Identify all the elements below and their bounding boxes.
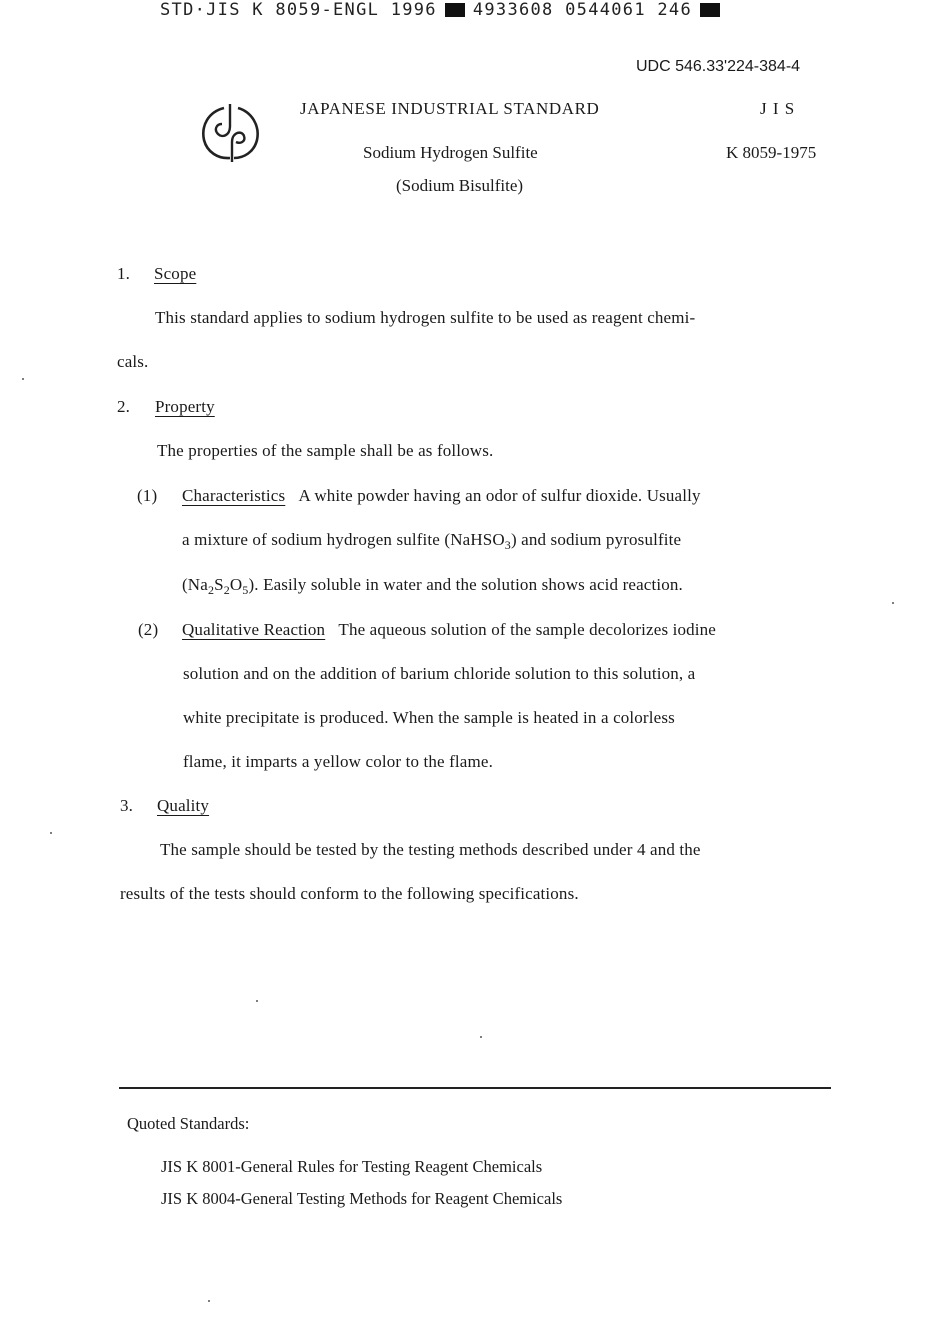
redaction-block: [700, 3, 720, 17]
udc-number: UDC 546.33'224-384-4: [636, 58, 801, 75]
standard-code: K 8059-1975: [726, 143, 817, 162]
item-2-number: (2): [138, 620, 159, 639]
scan-speck: [256, 1000, 258, 1002]
quoted-standards-heading: Quoted Standards:: [127, 1114, 250, 1133]
formula-text: S: [214, 575, 224, 594]
jis-logo-icon: [198, 102, 264, 164]
document-title: Sodium Hydrogen Sulfite: [363, 143, 538, 162]
item-1-number: (1): [137, 486, 158, 505]
scan-speck: [480, 1036, 482, 1038]
item-2-line-4: flame, it imparts a yellow color to the flame.: [183, 752, 493, 771]
section-3-text-line-2: results of the tests should conform to the following specifications.: [120, 884, 579, 903]
formula-text: (Na: [182, 575, 208, 594]
subscript: 3: [504, 538, 511, 552]
section-3-text-line-1: The sample should be tested by the testing methods described under 4 and the: [160, 840, 701, 859]
item-1-title: Characteristics: [182, 486, 286, 505]
stamp-text-left: STD·JIS K 8059-ENGL 1996: [160, 0, 437, 20]
subscript: 5: [242, 583, 249, 597]
quoted-standard-ref: JIS K 8001-General Rules for Testing Reagent Chemicals: [161, 1157, 543, 1176]
item-2-line-3: white precipitate is produced. When the sample is heated in a colorless: [183, 708, 675, 727]
item-1-line-3-text: ). Easily soluble in water and the solution shows acid reaction.: [248, 575, 683, 594]
section-1-text-line-2: cals.: [117, 352, 149, 371]
section-1-title: Scope: [154, 264, 197, 283]
document-subtitle: (Sodium Bisulfite): [396, 176, 524, 195]
document-stamp: [160, 0, 728, 20]
scan-speck: [50, 832, 52, 834]
section-1-text-line-1: This standard applies to sodium hydrogen sulfite to be used as reagent chemi-: [155, 308, 696, 327]
jis-label: J I S: [760, 99, 796, 118]
formula-text: O: [229, 575, 243, 594]
scan-speck: [22, 378, 24, 380]
item-1-line-2: [182, 530, 681, 550]
footer-divider: [119, 1087, 831, 1089]
item-1-line-3: [182, 575, 683, 595]
section-3-title: Quality: [157, 796, 210, 815]
section-2-number: 2.: [117, 397, 131, 416]
item-1-line-1: [182, 486, 701, 506]
section-2-title: Property: [155, 397, 215, 416]
section-1-number: 1.: [117, 264, 131, 283]
item-2-title: Qualitative Reaction: [182, 620, 326, 639]
scan-speck: [208, 1300, 210, 1302]
section-3-number: 3.: [120, 796, 134, 815]
item-2-line-1: [182, 620, 716, 640]
quoted-standard-ref: JIS K 8004-General Testing Methods for Reagent Chemicals: [161, 1189, 563, 1208]
organization-title: JAPANESE INDUSTRIAL STANDARD: [300, 99, 600, 118]
section-2-intro: The properties of the sample shall be as follows.: [157, 441, 494, 460]
item-2-line-2: solution and on the addition of barium chloride solution to this solution, a: [183, 664, 696, 683]
subscript: 2: [223, 583, 230, 597]
item-2-text: The aqueous solution of the sample decolorizes iodine: [338, 620, 717, 639]
item-1-line-2-text: a mixture of sodium hydrogen sulfite (NaHSO: [182, 530, 505, 549]
redaction-block: [445, 3, 465, 17]
item-1-text: A white powder having an odor of sulfur dioxide. Usually: [298, 486, 701, 505]
stamp-text-right: 4933608 0544061 246: [472, 0, 693, 20]
subscript: 2: [207, 583, 215, 597]
scan-speck: [892, 602, 894, 604]
item-1-line-2-text: ) and sodium pyrosulfite: [510, 530, 682, 549]
